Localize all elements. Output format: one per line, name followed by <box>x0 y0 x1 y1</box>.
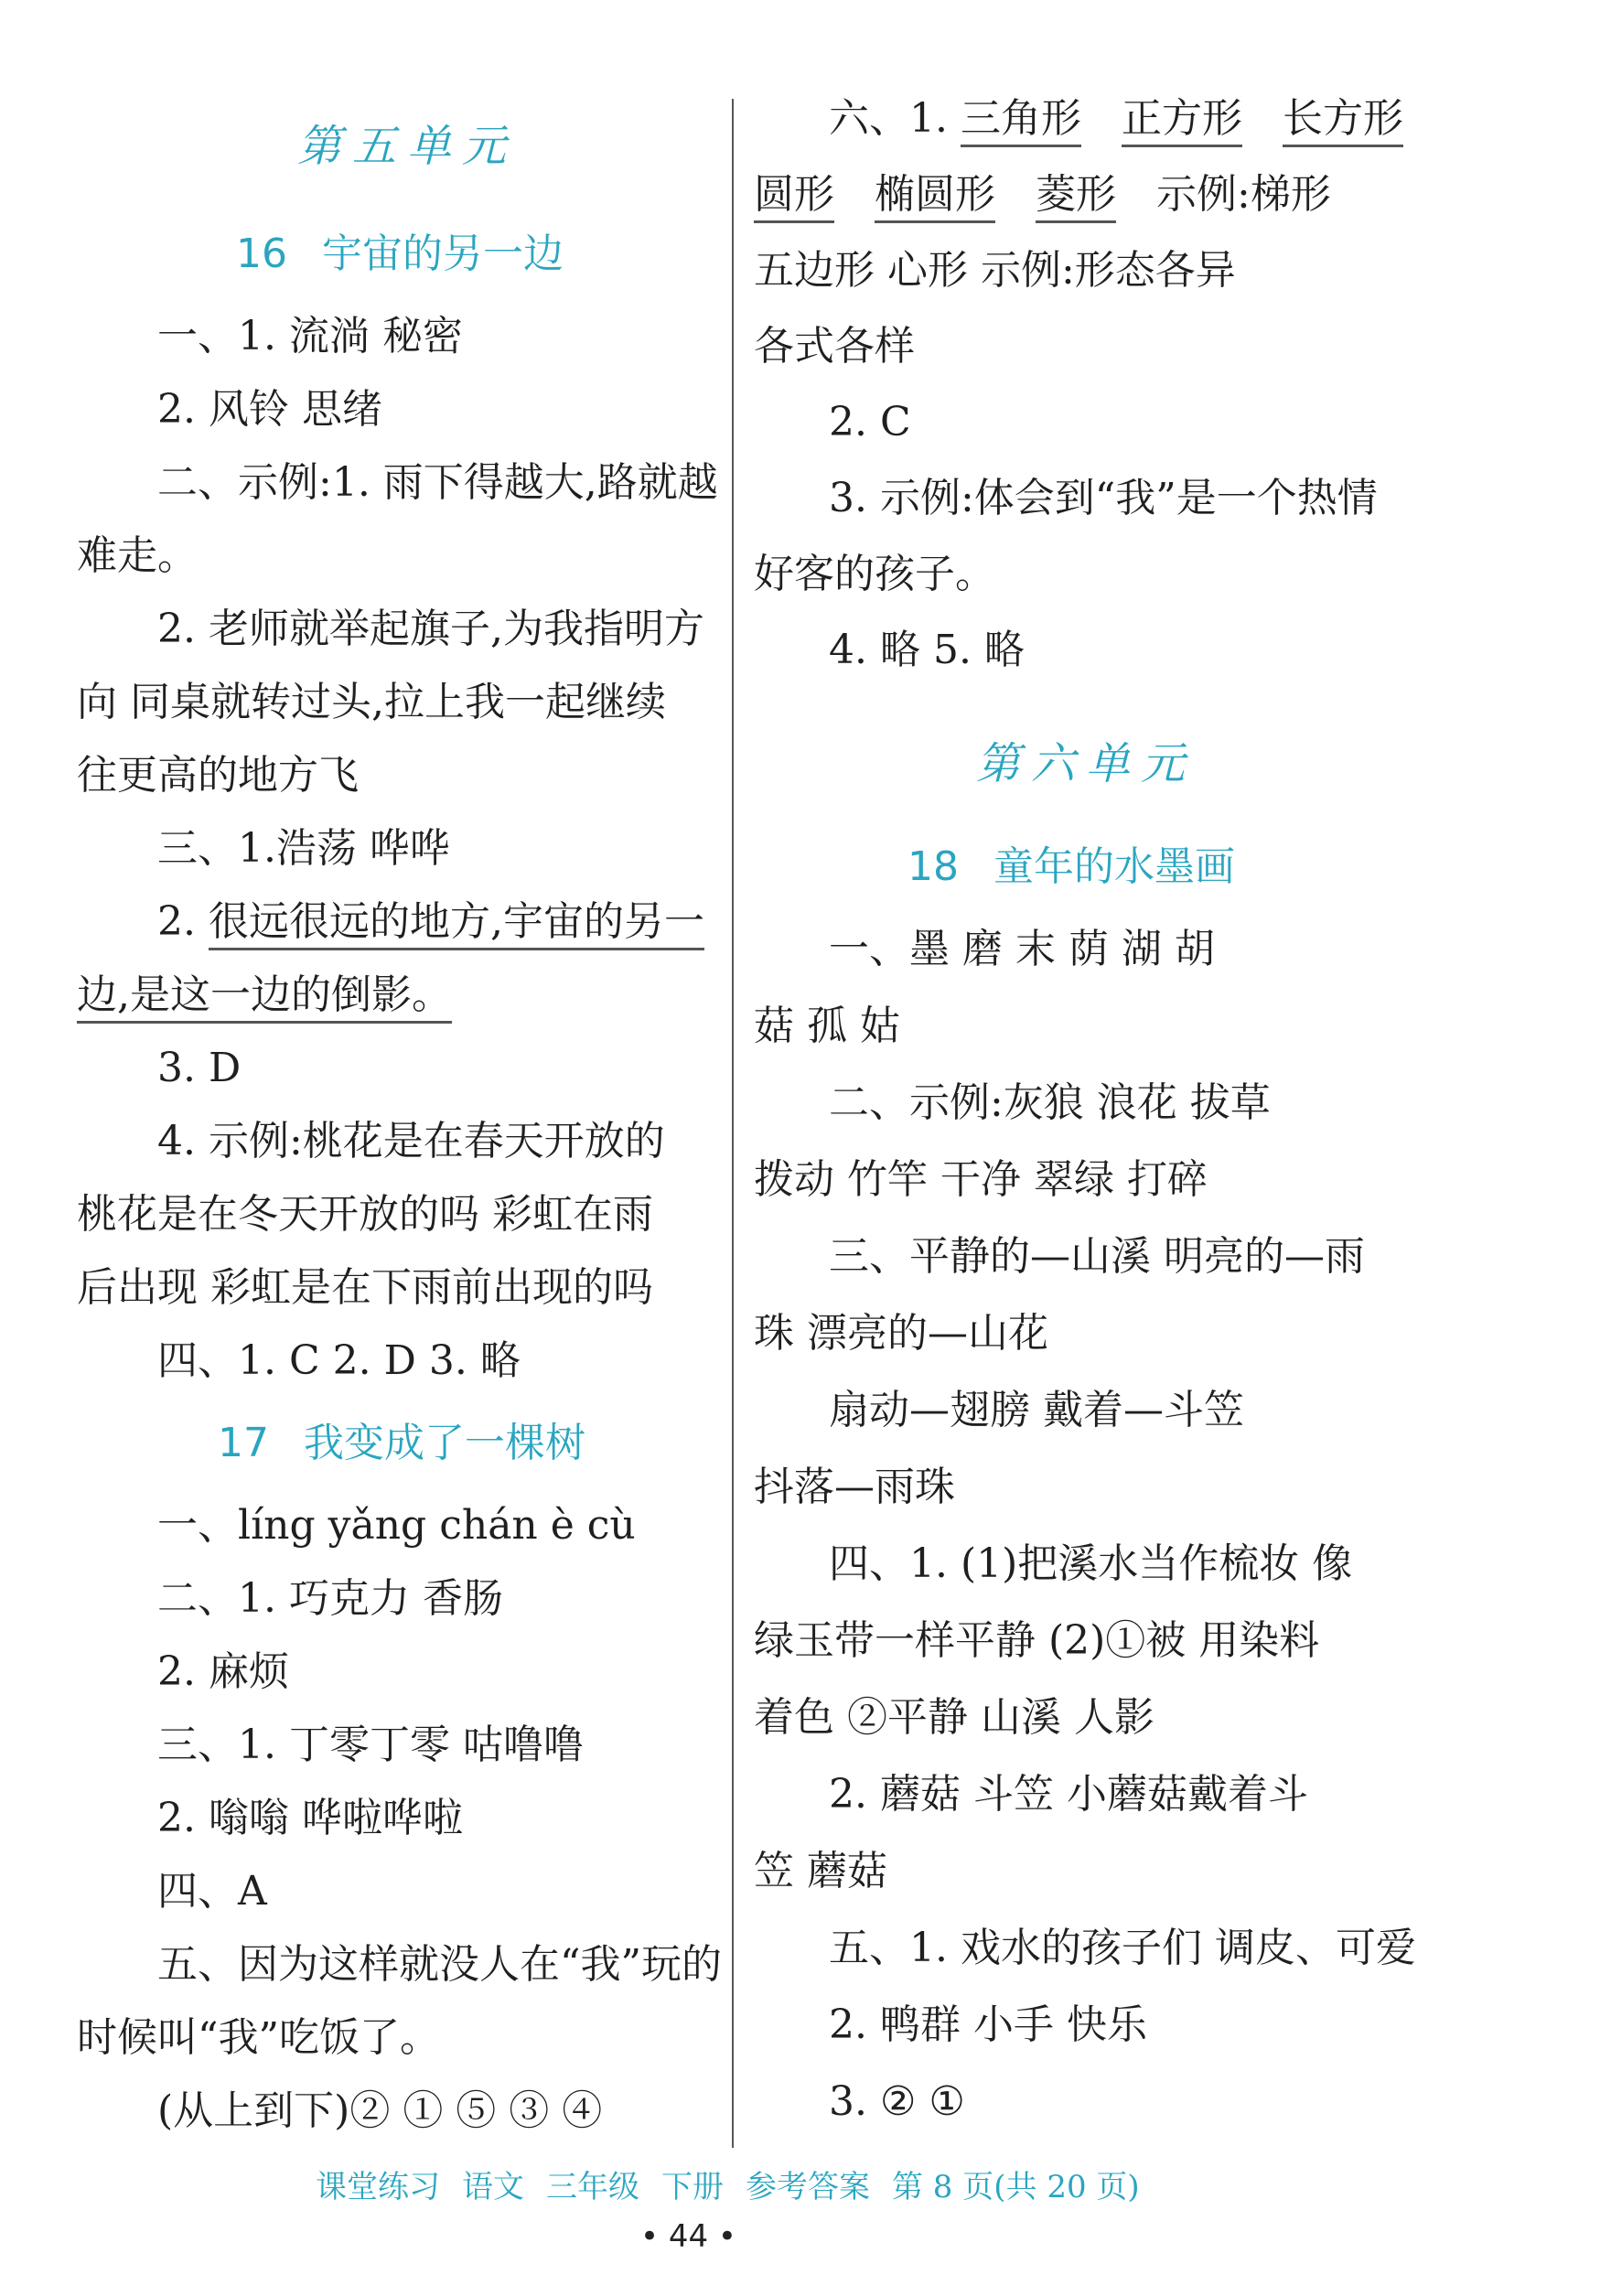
answer-line: 3. ② ① <box>829 2078 965 2125</box>
answer-line: 难走。 <box>77 532 198 579</box>
lesson-18-number: 18 <box>907 843 959 890</box>
answer-line: 笠 蘑菇 <box>754 1848 887 1894</box>
answer-line: 2. 嗡嗡 哗啦哗啦 <box>157 1795 463 1841</box>
answer-line: 各式各样 <box>754 323 915 370</box>
column-divider <box>732 99 734 2148</box>
answer-line: 二、示例:1. 雨下得越大,路就越 <box>157 459 718 506</box>
underlined-answer: 圆形 <box>754 171 834 223</box>
lesson-18-heading <box>907 840 1235 895</box>
answer-line <box>157 895 704 950</box>
answer-line: 2. C <box>829 399 911 445</box>
answer-line: 一、líng yǎng chán è cù <box>157 1502 636 1549</box>
underlined-answer: 椭圆形 <box>875 171 995 223</box>
answer-line: 拨动 竹竿 干净 翠绿 打碎 <box>754 1156 1208 1203</box>
footer-volume: 下册 <box>661 2169 724 2205</box>
answer-line: 三、平静的—山溪 明亮的—雨 <box>829 1233 1365 1280</box>
lesson-16-number: 16 <box>236 231 287 277</box>
page-footer <box>316 2164 1162 2210</box>
answer-prefix: 2. <box>157 898 209 945</box>
answer-line: 向 同桌就转过头,拉上我一起继续 <box>77 679 666 725</box>
answer-line: 三、1. 丁零丁零 咕噜噜 <box>157 1722 584 1768</box>
answer-line <box>77 968 452 1023</box>
answer-line: 着色 ②平静 山溪 人影 <box>754 1694 1154 1741</box>
answer-line: 四、1. (1)把溪水当作梳妆 像 <box>829 1540 1353 1587</box>
unit-five-heading: 第五单元 <box>297 121 518 172</box>
answer-line: 2. 麻烦 <box>157 1648 289 1695</box>
answer-line: 时候叫“我”吃饭了。 <box>77 2014 440 2061</box>
underlined-answer: 正方形 <box>1122 95 1242 147</box>
unit-six-heading: 第六单元 <box>976 738 1197 789</box>
answer-line: 3. D <box>157 1045 242 1091</box>
answer-line: 后出现 彩虹是在下雨前出现的吗 <box>77 1264 653 1311</box>
underlined-answer: 长方形 <box>1283 95 1403 147</box>
answer-line: 3. 示例:体会到“我”是一个热情 <box>829 475 1378 521</box>
lesson-18-title: 童年的水墨画 <box>993 843 1235 890</box>
answer-line: 好客的孩子。 <box>754 551 995 597</box>
answer-line: 4. 略 5. 略 <box>829 627 1025 673</box>
page-number: • 44 • <box>640 2218 736 2255</box>
underlined-answer: 很远很远的地方,宇宙的另一 <box>209 898 704 950</box>
answer-line: 珠 漂亮的—山花 <box>754 1310 1048 1357</box>
answer-line: 一、1. 流淌 秘密 <box>157 313 463 359</box>
answer-line: 五边形 心形 示例:形态各异 <box>754 247 1236 294</box>
answer-line: 一、墨 磨 末 荫 湖 胡 <box>829 926 1215 972</box>
answer-line <box>829 91 1403 146</box>
footer-page-info: 第 8 页(共 20 页) <box>892 2169 1140 2205</box>
answer-prefix: 六、1. <box>829 95 961 142</box>
underlined-answer: 三角形 <box>961 95 1081 147</box>
answer-line: (从上到下)② ① ⑤ ③ ④ <box>157 2087 603 2134</box>
lesson-17-heading <box>218 1416 585 1471</box>
answer-line: 四、A <box>157 1868 267 1915</box>
footer-label: 参考答案 <box>746 2169 870 2205</box>
answer-line: 2. 风铃 思绪 <box>157 386 382 433</box>
answer-line: 五、1. 戏水的孩子们 调皮、可爱 <box>829 1925 1416 1971</box>
answer-line: 二、1. 巧克力 香肠 <box>157 1575 503 1622</box>
answer-line: 菇 孤 姑 <box>754 1003 900 1049</box>
footer-grade: 三年级 <box>546 2169 639 2205</box>
answer-line: 扇动—翅膀 戴着—斗笠 <box>829 1387 1244 1433</box>
answer-line: 五、因为这样就没人在“我”玩的 <box>157 1941 722 1988</box>
answer-line: 抖落—雨珠 <box>754 1464 955 1510</box>
footer-subject: 语文 <box>462 2169 524 2205</box>
answer-line: 2. 蘑菇 斗笠 小蘑菇戴着斗 <box>829 1771 1308 1818</box>
lesson-16-title: 宇宙的另一边 <box>322 231 564 277</box>
lesson-17-number: 17 <box>218 1420 269 1466</box>
lesson-16-heading <box>236 227 564 282</box>
answer-line: 2. 鸭群 小手 快乐 <box>829 2001 1147 2048</box>
answer-line: 三、1.浩荡 哗哗 <box>157 825 450 872</box>
footer-book: 课堂练习 <box>316 2169 440 2205</box>
answer-line: 往更高的地方飞 <box>77 752 359 799</box>
answer-line: 四、1. C 2. D 3. 略 <box>157 1337 521 1384</box>
answer-line: 2. 老师就举起旗子,为我指明方 <box>157 606 704 652</box>
answer-line: 4. 示例:桃花是在春天开放的 <box>157 1118 665 1164</box>
answer-line <box>754 167 1331 222</box>
answer-line: 桃花是在冬天开放的吗 彩虹在雨 <box>77 1191 653 1238</box>
answer-line: 绿玉带一样平静 (2)①被 用染料 <box>754 1617 1320 1664</box>
lesson-17-title: 我变成了一棵树 <box>304 1420 585 1466</box>
answer-text: 示例:梯形 <box>1156 171 1331 218</box>
underlined-answer: 边,是这一边的倒影。 <box>77 971 452 1024</box>
answer-line: 二、示例:灰狼 浪花 拔草 <box>829 1079 1271 1126</box>
underlined-answer: 菱形 <box>1036 171 1116 223</box>
